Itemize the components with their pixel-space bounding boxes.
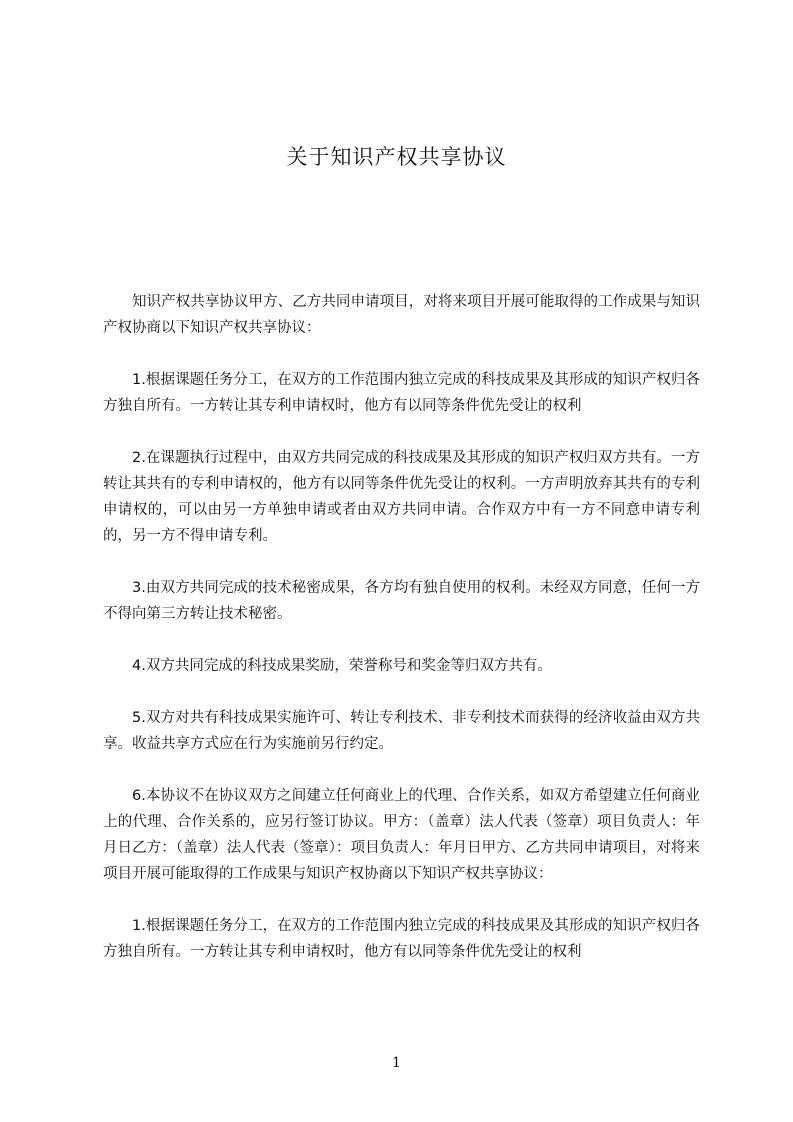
paragraph-clause-3: 3.由双方共同完成的技术秘密成果，各方均有独自使用的权利。未经双方同意，任何一方不得向第三方转让技术秘密。 xyxy=(103,580,700,622)
paragraph-clause-2: 2.在课题执行过程中，由双方共同完成的科技成果及其形成的知识产权归双方共有。一方转让其共有的专利申请权的，他方有以同等条件优先受让的权利。一方声明放弃其共有的专利申请权的，可以由另一方单独申请或者由双方共同申请。合作双方中有一方不同意申请专利的，另一方不得申请专利。 xyxy=(103,450,700,544)
paragraph-clause-1-repeat: 1.根据课题任务分工，在双方的工作范围内独立完成的科技成果及其形成的知识产权归各方独自所有。一方转让其专利申请权时，他方有以同等条件优先受让的权利 xyxy=(103,918,700,960)
paragraph-clause-4: 4.双方共同完成的科技成果奖励，荣誉称号和奖金等归双方共有。 xyxy=(132,658,552,674)
document-body xyxy=(103,289,700,991)
paragraph-clause-1: 1.根据课题任务分工，在双方的工作范围内独立完成的科技成果及其形成的知识产权归各方独自所有。一方转让其专利申请权时，他方有以同等条件优先受让的权利 xyxy=(103,372,700,414)
paragraph-clause-6: 6.本协议不在协议双方之间建立任何商业上的代理、合作关系，如双方希望建立任何商业上的代理、合作关系的，应另行签订协议。甲方：（盖章）法人代表（签章）项目负责人：年月日乙方：（盖章）法人代表（签章）：项目负责人：年月日甲方、乙方共同申请项目，对将来项目开展可能取得的工作成果与知识产权协商以下知识产权共享协议： xyxy=(103,788,700,882)
page-number: 1 xyxy=(392,1055,401,1071)
paragraph-intro: 知识产权共享协议甲方、乙方共同申请项目，对将来项目开展可能取得的工作成果与知识产权协商以下知识产权共享协议： xyxy=(103,294,700,336)
document-title: 关于知识产权共享协议 xyxy=(286,145,507,169)
paragraph-clause-5: 5.双方对共有科技成果实施许可、转让专利技术、非专利技术而获得的经济收益由双方共享。收益共享方式应在行为实施前另行约定。 xyxy=(103,710,700,752)
